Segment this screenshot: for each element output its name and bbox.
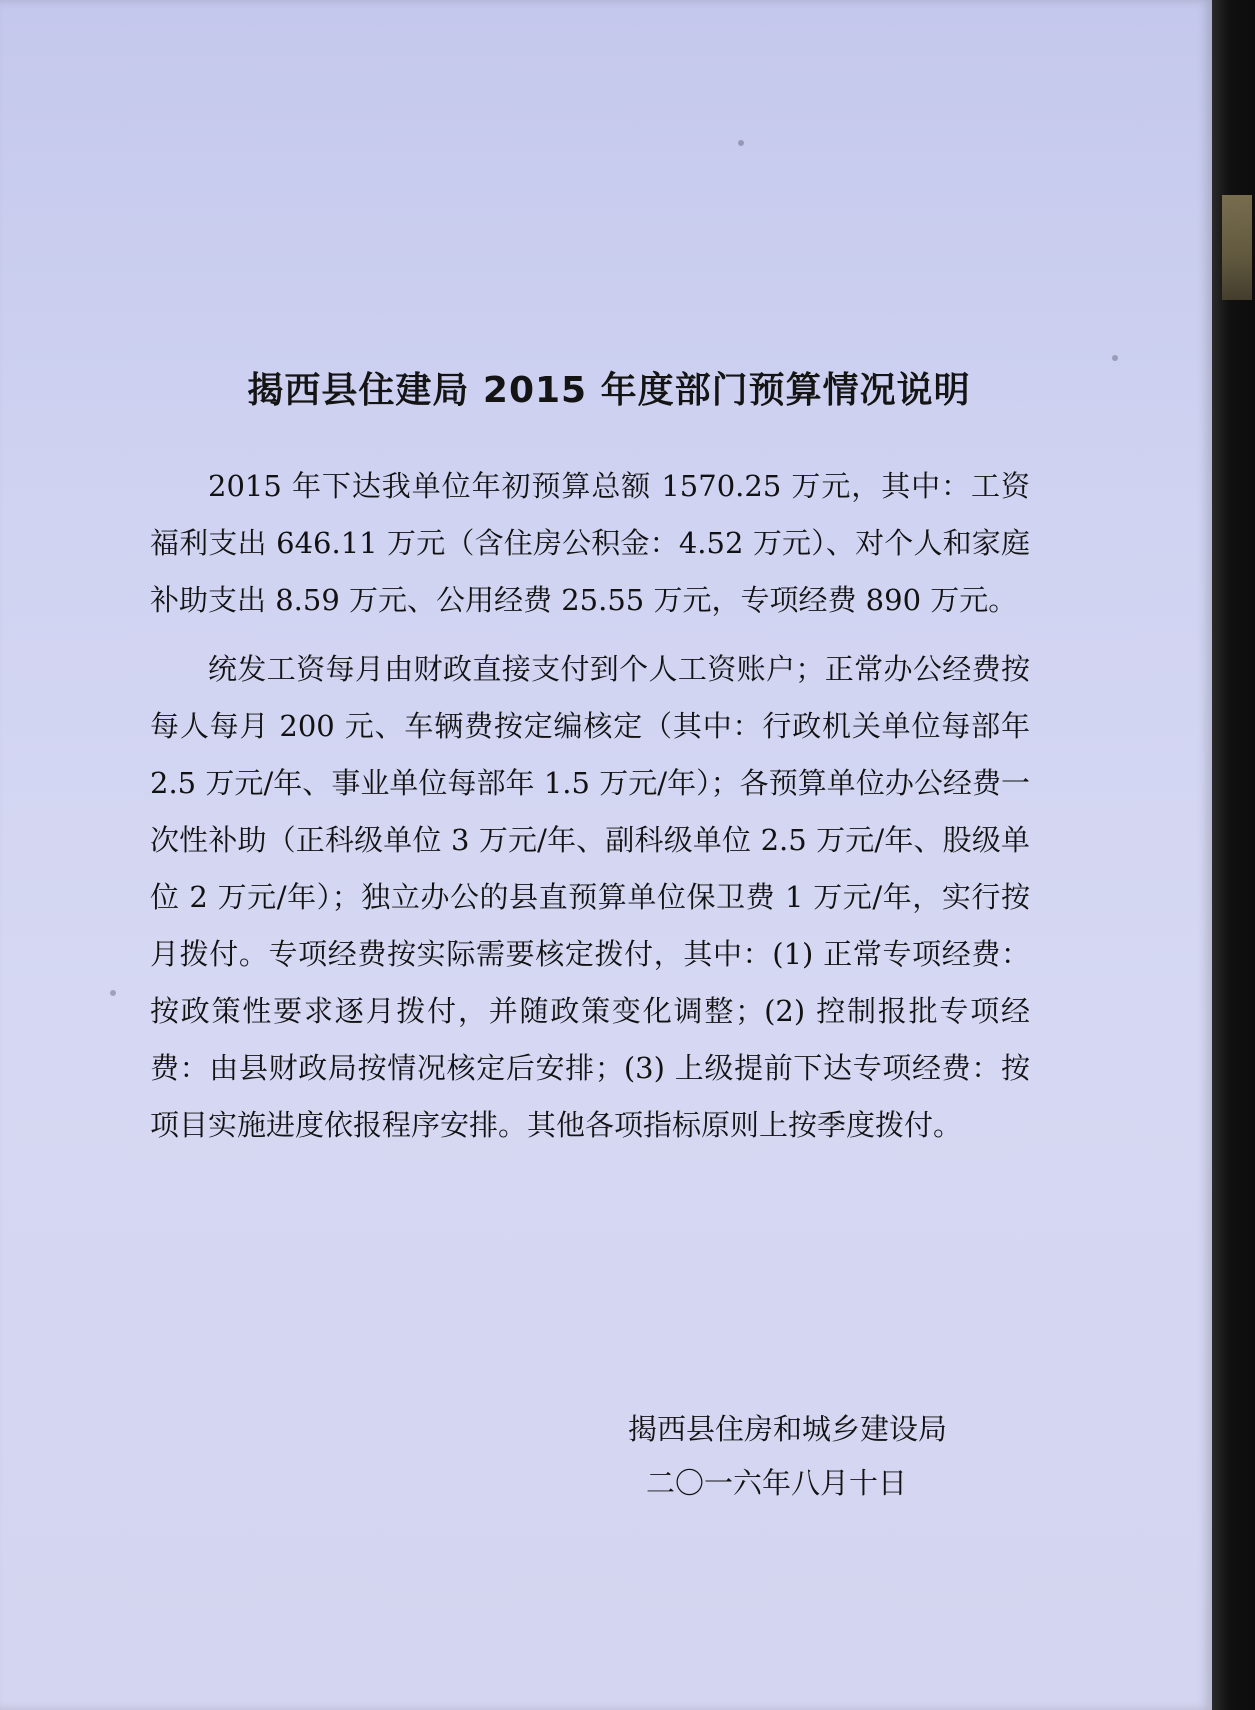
paper-speck <box>1112 355 1118 361</box>
signature-date: 二〇一六年八月十日 <box>646 1466 908 1500</box>
paragraph-budget-summary: 2015 年下达我单位年初预算总额 1570.25 万元，其中：工资福利支出 646.11 万元（含住房公积金：4.52 万元）、对个人和家庭补助支出 8.59 万元、公用经费 25.55 万元，专项经费 890 万元。 <box>150 469 1030 617</box>
paragraph-payment-rules: 统发工资每月由财政直接支付到个人工资账户；正常办公经费按每人每月 200 元、车辆费按定编核定（其中：行政机关单位每部年 2.5 万元/年、事业单位每部年 1.5 万元/年）；各预算单位办公经费一次性补助（正科级单位 3 万元/年、副科级单位 2.5 万元/年、股级单位 2 万元/年）；独立办公的县直预算单位保卫费 1 万元/年，实行按月拨付。专项经费按实际需要核定拨付，其中：(1) 正常专项经费：按政策性要求逐月拨付，并随政策变化调整；(2) 控制报批专项经费：由县财政局按情况核定后安排；(3) 上级提前下达专项经费：按项目实施进度依报程序安排。其他各项指标原则上按季度拨付。 <box>150 652 1030 1142</box>
paper-speck <box>110 990 116 996</box>
document-body <box>150 458 1030 1166</box>
signature-organization: 揭西县住房和城乡建设局 <box>628 1412 948 1446</box>
tape-strip <box>1222 195 1252 300</box>
paper-speck <box>738 140 744 146</box>
signature-block <box>628 1402 1028 1510</box>
document-title: 揭西县住建局 2015 年度部门预算情况说明 <box>247 370 971 411</box>
